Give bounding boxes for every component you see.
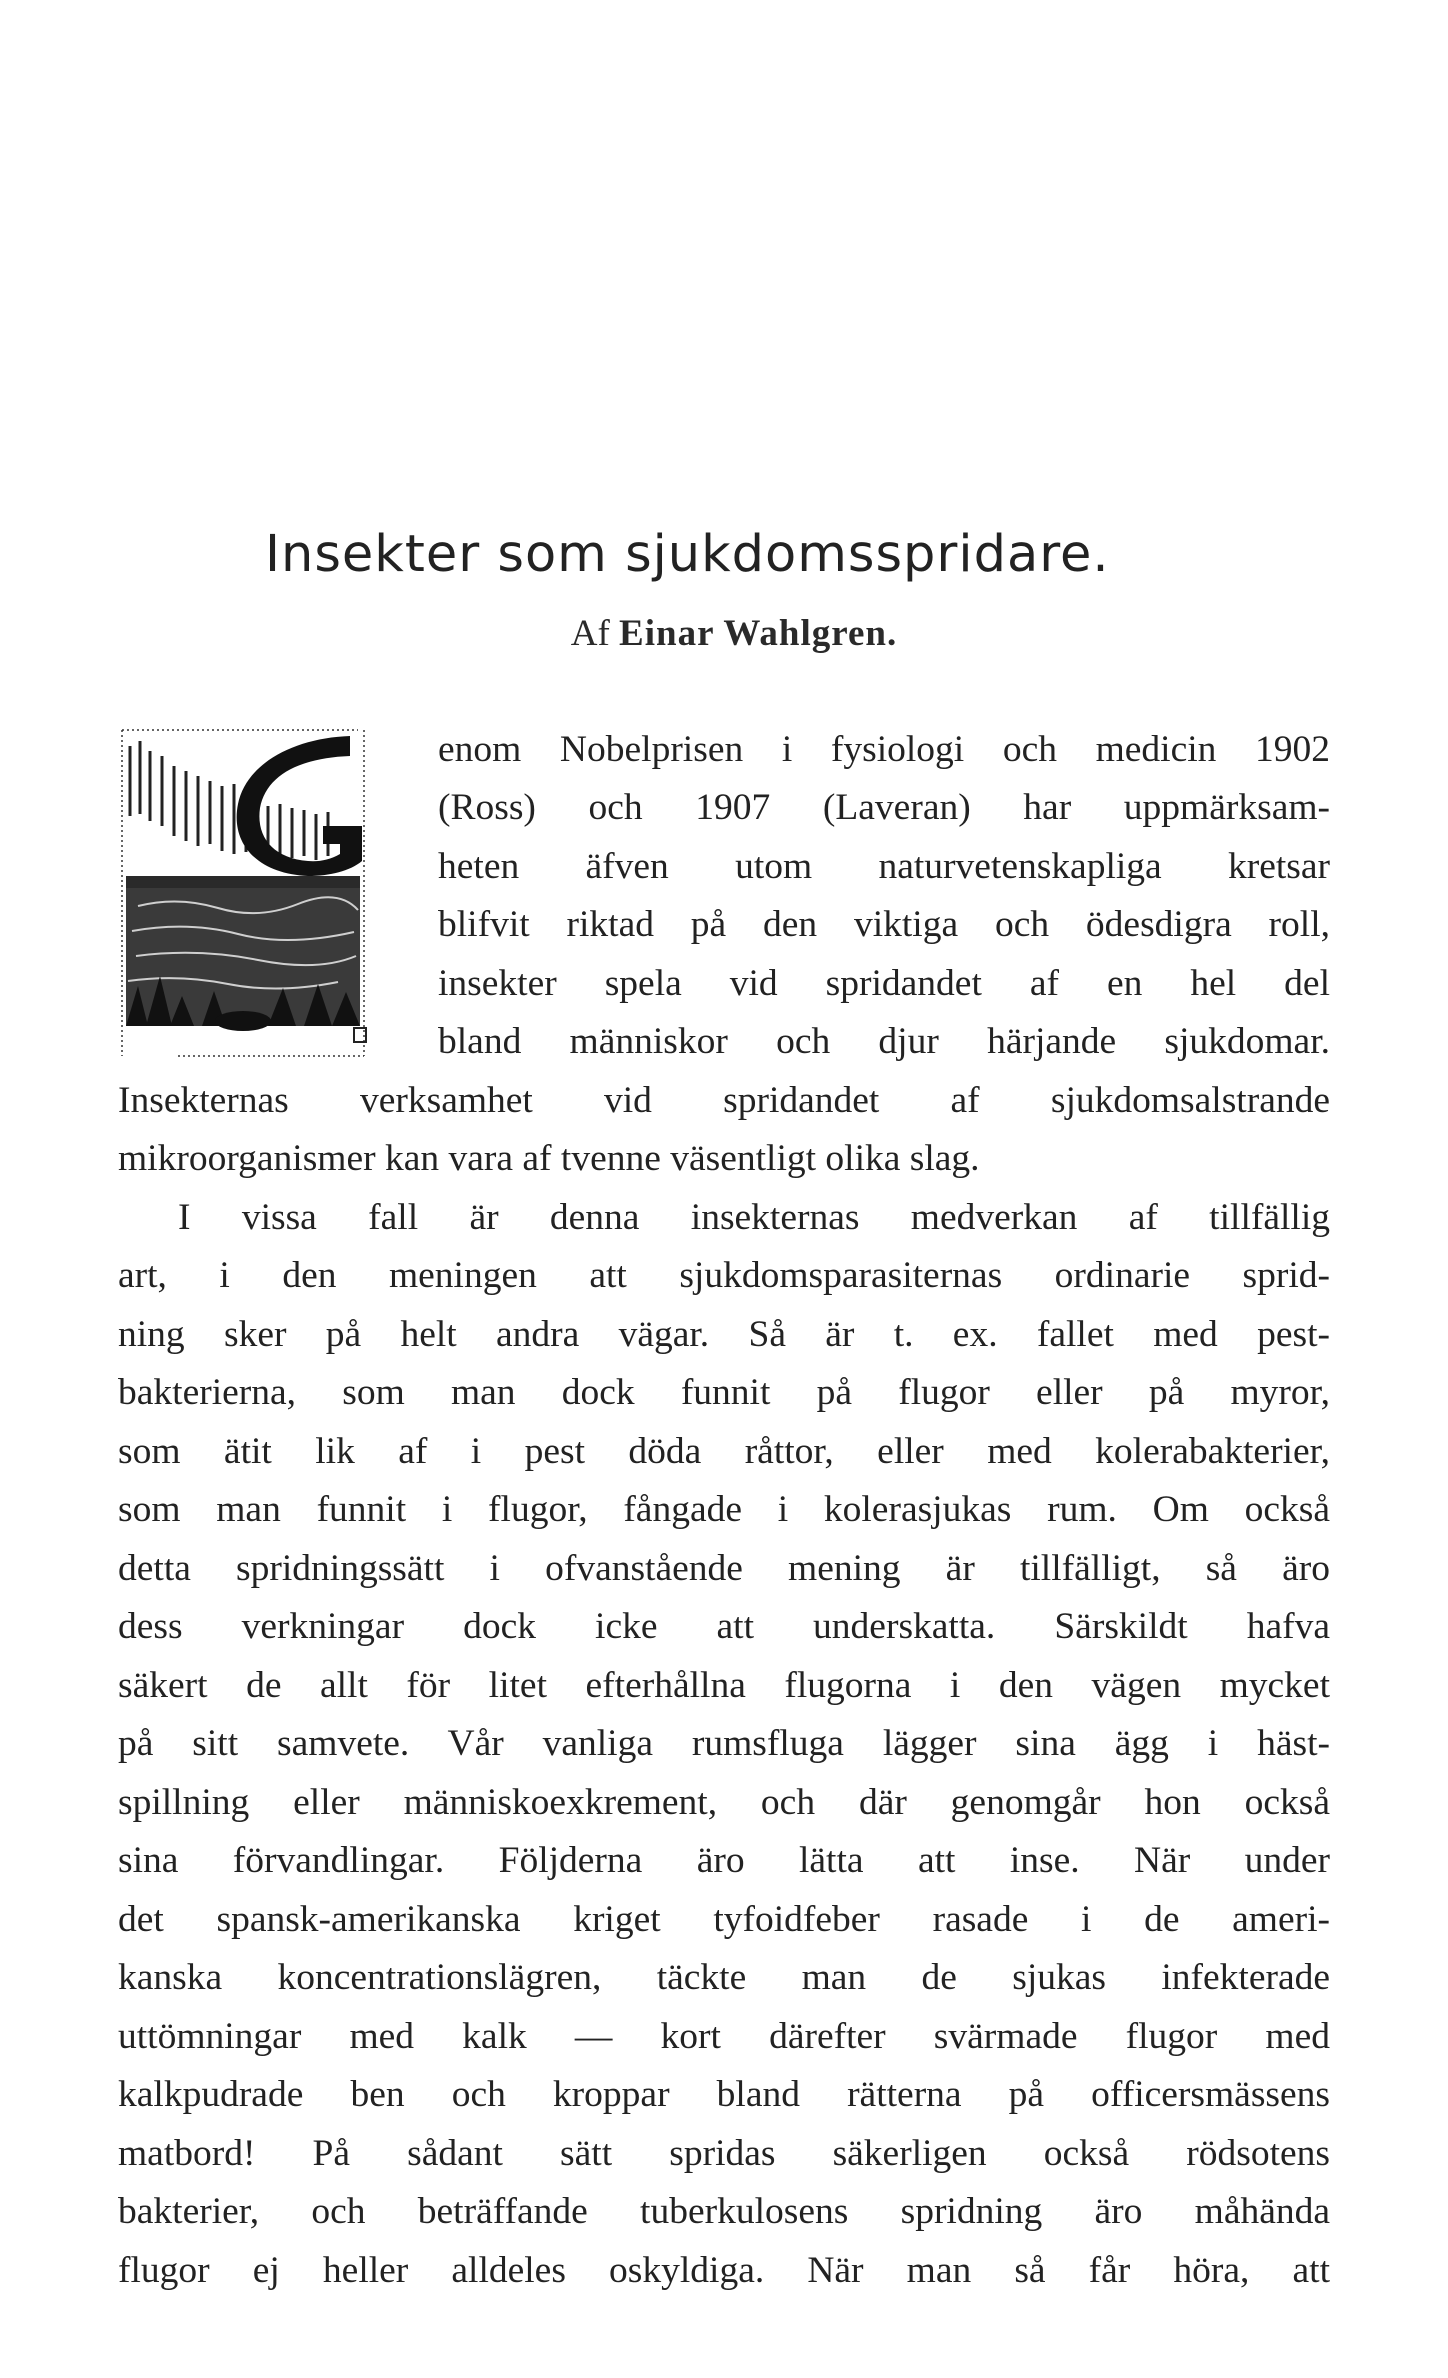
byline-prefix: Af [570,613,610,654]
body-line: ning sker på helt andra vägar. Så är t. ex. fallet med pest- [118,1314,1330,1355]
body-line: mikroorganismer kan vara af tvenne väsentligt olika slag. [118,1138,980,1179]
body-line: säkert de allt för litet efterhållna flugorna i den vägen mycket [118,1665,1330,1706]
body-line: bakterierna, som man dock funnit på flugor eller på myror, [118,1372,1330,1413]
article-title: Insekter som sjukdomsspridare. [265,525,1110,584]
body-line: dess verkningar dock icke att underskatta. Särskildt hafva [118,1606,1330,1647]
body-line: kalkpudrade ben och kroppar bland rätterna på officersmässens [118,2074,1330,2115]
body-line: som ätit lik af i pest döda råttor, eller med kolerabakterier, [118,1431,1330,1472]
body-line: blifvit riktad på den viktiga och ödesdigra roll, [438,904,1330,945]
author-name: Einar Wahlgren. [619,613,898,654]
body-line: Insekternas verksamhet vid spridandet af sjukdomsalstrande [118,1080,1330,1121]
body-line: kanska koncentrationslägren, täckte man de sjukas infekterade [118,1957,1330,1998]
drop-cap-continuation: enom Nobelprisen i fysiologi och medicin 1902 [438,729,1330,770]
body-line: (Ross) och 1907 (Laveran) har uppmärksam- [438,787,1330,828]
body-line: bland människor och djur härjande sjukdomar. [438,1021,1330,1062]
body-line: sina förvandlingar. Följderna äro lätta att inse. När under [118,1840,1330,1881]
body-line: detta spridningssätt i ofvanstående mening är tillfälligt, så äro [118,1548,1330,1589]
body-line: spillning eller människoexkrement, och där genomgår hon också [118,1782,1330,1823]
body-line: I vissa fall är denna insekternas medverkan af tillfällig [178,1197,1330,1238]
body-line: flugor ej heller alldeles oskyldiga. När man så får höra, att [118,2250,1330,2291]
body-line: bakterier, och beträffande tuberkulosens spridning äro måhända [118,2191,1330,2232]
body-line: det spansk-amerikanska kriget tyfoidfeber rasade i de ameri- [118,1899,1330,1940]
body-line: heten äfven utom naturvetenskapliga kretsar [438,846,1330,887]
body-line: insekter spela vid spridandet af en hel del [438,963,1330,1004]
body-line: art, i den meningen att sjukdomsparasiternas ordinarie sprid- [118,1255,1330,1296]
body-line: på sitt samvete. Vår vanliga rumsfluga lägger sina ägg i häst- [118,1723,1330,1764]
body-line: uttömningar med kalk — kort därefter svärmade flugor med [118,2016,1330,2057]
body-line [438,728,1330,772]
body-line: matbord! På sådant sätt spridas säkerligen också rödsotens [118,2133,1330,2174]
body-line: som man funnit i flugor, fångade i kolerasjukas rum. Om också [118,1489,1330,1530]
